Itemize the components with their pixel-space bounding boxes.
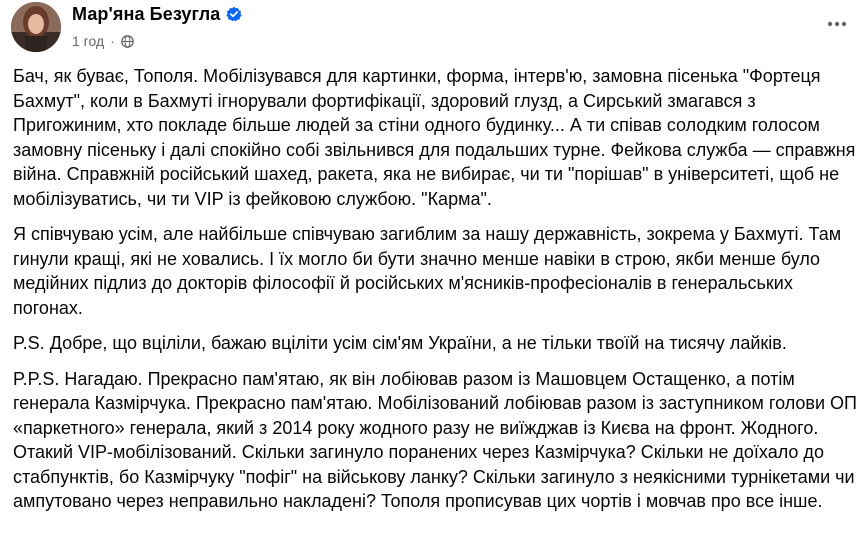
post-header	[10, 0, 855, 62]
author-name[interactable]: Мар'яна Безугла	[72, 3, 221, 24]
globe-icon[interactable]	[121, 35, 134, 48]
verified-badge-icon	[226, 6, 242, 22]
author-avatar[interactable]	[11, 2, 61, 52]
more-horizontal-icon	[827, 21, 847, 27]
post-body	[13, 64, 861, 525]
post-paragraph: Бач, як буває, Тополя. Мобілізувався для картинки, форма, інтерв'ю, замовна пісенька "Фортеця Бахмут", коли в Бахмуті ігнорували фортифікації, здоровий глузд, а Сирський змагався з Пригожиним, хто покладе більше людей за стіни одного будинку... А ти співав солодким голосом замовну пісеньку і далі спокійно собі звільнився для подальших турне. Фейкова служба — справжня війна. Справжній російський шахед, ракета, яка не вибирає, чи ти "порішав" в університеті, щоб не мобілізуватись, чи ти VIP із фейковою службою. "Карма".	[13, 66, 856, 209]
more-options-button[interactable]	[823, 10, 851, 38]
meta-separator: ·	[110, 33, 115, 49]
post-meta	[72, 31, 134, 51]
post-paragraph: P.P.S. Нагадаю. Прекрасно пам'ятаю, як він лобіював разом із Машовцем Остащенко, а потім генерала Казмірчука. Прекрасно пам'ятаю. Мобілізований лобіював разом із заступником голови ОП «паркетного» генерала, який з 2014 року жодного разу не виїжджав із Києва на фронт. Жодного. Отакий VIP-мобілізований. Скільки загинуло поранених через Казмірчука? Скільки не доїхало до стабпунктів, бо Казмірчуку "пофіг" на військову ланку? Скільки загинуло з неякісними турнікетами чи ампутовано через неправильно накладені? Тополя прописував цих чортів і мовчав про все інше.	[13, 368, 857, 511]
profile-photo	[11, 2, 61, 52]
post-paragraph: P.S. Добре, що вціліли, бажаю вціліти усім сім'ям України, а не тільки твоїй на тисячу лайків.	[13, 333, 787, 353]
post-timestamp[interactable]: 1 год	[72, 33, 105, 49]
post-paragraph: Я співчуваю усім, але найбільше співчуваю загиблим за нашу державність, зокрема у Бахмуті. Там гинули кращі, які не ховались. І їх могло би бути значно менше навіки в строю, якби менше було медійних підлиз до докторів філософії й російських м'ясників-професіоналів в генеральських погонах.	[13, 224, 842, 318]
author-row	[72, 1, 242, 27]
